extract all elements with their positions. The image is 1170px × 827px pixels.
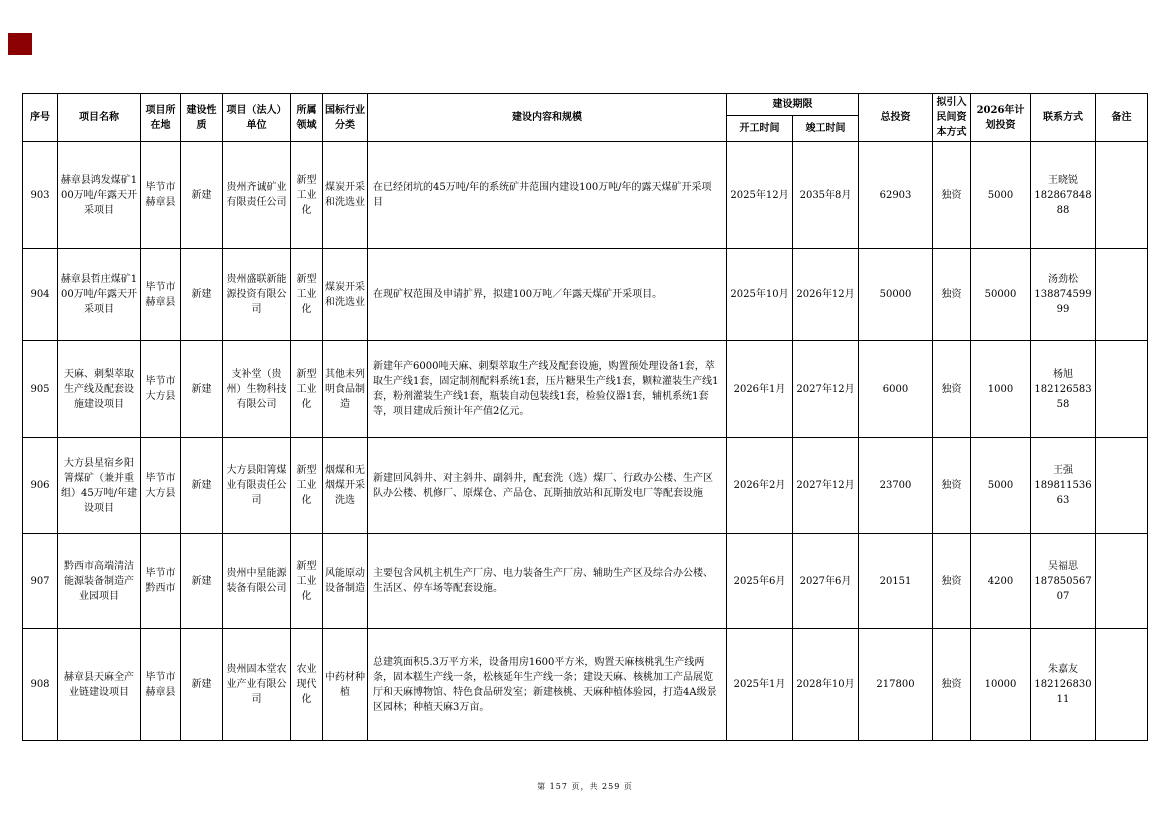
cell-remark [1096, 341, 1148, 438]
cell-project-name: 天麻、刺梨萃取生产线及配套设施建设项目 [58, 341, 141, 438]
cell-plan-2026: 5000 [971, 142, 1031, 249]
cell-end-date: 2028年10月 [793, 629, 859, 741]
cell-remark [1096, 534, 1148, 629]
table-row [23, 142, 1148, 249]
cell-start-date: 2025年6月 [727, 534, 793, 629]
cell-nature: 新建 [181, 249, 223, 341]
cell-total-investment: 23700 [859, 438, 933, 534]
page-number-footer: 第 157 页，共 259 页 [537, 782, 633, 791]
cell-seq: 905 [23, 341, 58, 438]
cell-private-capital-mode: 独资 [933, 341, 971, 438]
contact-name: 杨旭 [1053, 368, 1073, 380]
col-header-field: 所属领域 [291, 94, 323, 142]
cell-total-investment: 50000 [859, 249, 933, 341]
cell-content: 新建年产6000吨天麻、刺梨萃取生产线及配套设施，购置预处理设备1套，萃取生产线1套，固定制剂配料系统1套，压片糖果生产线1套，颗粒灌装生产线1套，粉剂灌装生产线1套，瓶装自动包装线1套，检验仪器1套，辅机系统1套等，项目建成后预计年产值2亿元。 [368, 341, 727, 438]
cell-contact [1031, 341, 1096, 438]
contact-phone: 18212658358 [1034, 383, 1092, 410]
contact-phone: 18981153663 [1034, 480, 1092, 506]
table-row [23, 341, 1148, 438]
cell-contact [1031, 249, 1096, 341]
contact-phone: 18785056707 [1034, 575, 1092, 602]
cell-field: 新型工业化 [291, 249, 323, 341]
cell-content: 在已经闭坑的45万吨/年的系统矿井范围内建设100万吨/年的露天煤矿开采项目 [368, 142, 727, 249]
cell-total-investment: 20151 [859, 534, 933, 629]
cell-total-investment: 6000 [859, 341, 933, 438]
cell-start-date: 2026年1月 [727, 341, 793, 438]
cell-private-capital-mode: 独资 [933, 629, 971, 741]
cell-industry: 煤炭开采和洗选业 [323, 142, 368, 249]
cell-start-date: 2025年10月 [727, 249, 793, 341]
cell-project-name: 大方县星宿乡阳箐煤矿（兼并重组）45万吨/年建设项目 [58, 438, 141, 534]
cell-nature: 新建 [181, 438, 223, 534]
cell-industry: 风能原动设备制造 [323, 534, 368, 629]
cell-end-date: 2027年6月 [793, 534, 859, 629]
header-row-group [23, 94, 1148, 116]
cell-location: 毕节市赫章县 [141, 249, 181, 341]
cell-nature: 新建 [181, 142, 223, 249]
contact-phone: 18212683011 [1034, 679, 1092, 705]
table-row [23, 629, 1148, 741]
cell-total-investment: 62903 [859, 142, 933, 249]
cell-field: 新型工业化 [291, 142, 323, 249]
cell-start-date: 2025年1月 [727, 629, 793, 741]
cell-unit: 大方县阳箐煤业有限责任公司 [223, 438, 291, 534]
cell-contact [1031, 438, 1096, 534]
cell-nature: 新建 [181, 629, 223, 741]
table-body [23, 142, 1148, 741]
contact-phone: 13887459999 [1034, 289, 1092, 315]
cell-project-name: 赫章县哲庄煤矿100万吨/年露天开采项目 [58, 249, 141, 341]
cell-nature: 新建 [181, 534, 223, 629]
col-header-project-name: 项目名称 [58, 94, 141, 142]
cell-industry: 烟煤和无烟煤开采洗选 [323, 438, 368, 534]
cell-private-capital-mode: 独资 [933, 438, 971, 534]
cell-location: 毕节市赫章县 [141, 142, 181, 249]
cell-industry: 煤炭开采和洗选业 [323, 249, 368, 341]
col-header-nature: 建设性质 [181, 94, 223, 142]
col-header-unit: 项目（法人）单位 [223, 94, 291, 142]
cell-end-date: 2035年8月 [793, 142, 859, 249]
contact-phone: 18286784888 [1034, 189, 1092, 216]
contact-name: 吴福思 [1048, 560, 1078, 572]
cell-contact [1031, 629, 1096, 741]
cell-end-date: 2027年12月 [793, 341, 859, 438]
col-header-contact: 联系方式 [1031, 94, 1096, 142]
cell-field: 新型工业化 [291, 341, 323, 438]
cell-content: 新建回风斜井、对主斜井、副斜井，配套洗（选）煤厂、行政办公楼、生产区队办公楼、机修厂、原煤仓、产品仓、瓦斯抽放站和瓦斯发电厂等配套设施 [368, 438, 727, 534]
cell-private-capital-mode: 独资 [933, 142, 971, 249]
col-header-industry: 国标行业分类 [323, 94, 368, 142]
cell-private-capital-mode: 独资 [933, 534, 971, 629]
col-header-remark: 备注 [1096, 94, 1148, 142]
cell-unit: 支补堂（贵州）生物科技有限公司 [223, 341, 291, 438]
cell-project-name: 赫章县鸿发煤矿100万吨/年露天开采项目 [58, 142, 141, 249]
cell-plan-2026: 10000 [971, 629, 1031, 741]
cell-remark [1096, 438, 1148, 534]
cell-plan-2026: 4200 [971, 534, 1031, 629]
col-header-plan-2026: 2026年计划投资 [971, 94, 1031, 142]
cell-seq: 906 [23, 438, 58, 534]
cell-industry: 中药材种植 [323, 629, 368, 741]
cell-seq: 904 [23, 249, 58, 341]
cell-remark [1096, 249, 1148, 341]
cell-field: 农业现代化 [291, 629, 323, 741]
cell-unit: 贵州固本堂农业产业有限公司 [223, 629, 291, 741]
cell-plan-2026: 5000 [971, 438, 1031, 534]
cell-start-date: 2026年2月 [727, 438, 793, 534]
cell-nature: 新建 [181, 341, 223, 438]
cell-content: 总建筑面积5.3万平方米，设备用房1600平方米，购置天麻核桃乳生产线两条，固本糕生产线一条，松核延年生产线一条；建设天麻、核桃加工产品展览厅和天麻博物馆、特色食品研发室；新建核桃、天麻种植体验园，打造4A级景区园林；种植天麻3万亩。 [368, 629, 727, 741]
col-header-private-capital-mode: 拟引入民间资本方式 [933, 94, 971, 142]
col-header-period-group: 建设期限 [727, 94, 859, 116]
cell-unit: 贵州中星能源装备有限公司 [223, 534, 291, 629]
cell-seq: 903 [23, 142, 58, 249]
col-header-total-investment: 总投资 [859, 94, 933, 142]
cell-plan-2026: 50000 [971, 249, 1031, 341]
col-header-start-date: 开工时间 [727, 116, 793, 142]
cell-contact [1031, 142, 1096, 249]
contact-name: 朱嘉友 [1048, 664, 1078, 675]
col-header-location: 项目所在地 [141, 94, 181, 142]
cell-project-name: 黔西市高端清洁能源装备制造产业园项目 [58, 534, 141, 629]
table-header [23, 94, 1148, 142]
cell-remark [1096, 142, 1148, 249]
cell-location: 毕节市大方县 [141, 341, 181, 438]
cell-unit: 贵州盛联新能源投资有限公司 [223, 249, 291, 341]
cell-start-date: 2025年12月 [727, 142, 793, 249]
cell-end-date: 2026年12月 [793, 249, 859, 341]
cell-private-capital-mode: 独资 [933, 249, 971, 341]
cell-location: 毕节市赫章县 [141, 629, 181, 741]
cell-unit: 贵州齐诚矿业有限责任公司 [223, 142, 291, 249]
cell-seq: 907 [23, 534, 58, 629]
cell-field: 新型工业化 [291, 534, 323, 629]
contact-name: 王强 [1053, 465, 1073, 476]
cell-remark [1096, 629, 1148, 741]
cell-industry: 其他未列明食品制造 [323, 341, 368, 438]
cell-contact [1031, 534, 1096, 629]
red-stamp-icon [8, 33, 32, 55]
cell-content: 主要包含风机主机生产厂房、电力装备生产厂房、辅助生产区及综合办公楼、生活区、停车场等配套设施。 [368, 534, 727, 629]
cell-total-investment: 217800 [859, 629, 933, 741]
cell-location: 毕节市大方县 [141, 438, 181, 534]
col-header-end-date: 竣工时间 [793, 116, 859, 142]
table-row [23, 534, 1148, 629]
cell-field: 新型工业化 [291, 438, 323, 534]
cell-seq: 908 [23, 629, 58, 741]
projects-table [22, 93, 1148, 741]
contact-name: 王晓锐 [1048, 174, 1078, 186]
col-header-seq: 序号 [23, 94, 58, 142]
cell-end-date: 2027年12月 [793, 438, 859, 534]
cell-plan-2026: 1000 [971, 341, 1031, 438]
table-row [23, 249, 1148, 341]
cell-location: 毕节市黔西市 [141, 534, 181, 629]
cell-project-name: 赫章县天麻全产业链建设项目 [58, 629, 141, 741]
col-header-content: 建设内容和规模 [368, 94, 727, 142]
contact-name: 汤劲松 [1048, 274, 1078, 285]
table-row [23, 438, 1148, 534]
cell-content: 在现矿权范围及申请扩界，拟建100万吨／年露天煤矿开采项目。 [368, 249, 727, 341]
